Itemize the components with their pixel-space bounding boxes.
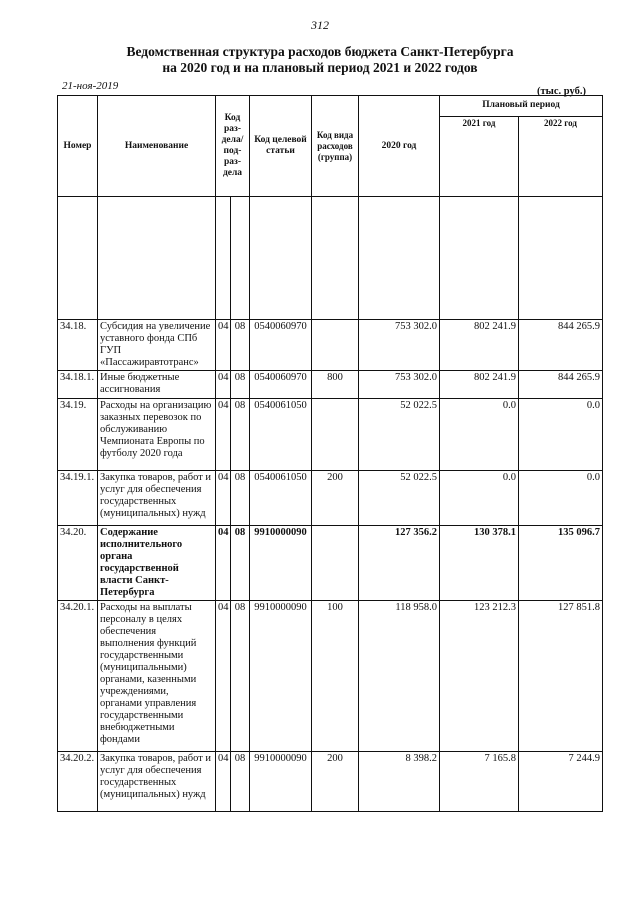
row-target-code: 9910000090	[250, 601, 312, 752]
row-number: 34.18.	[58, 320, 98, 371]
row-section-code: 04	[216, 371, 231, 399]
row-number: 34.20.2.	[58, 752, 98, 812]
document-title	[90, 44, 550, 76]
header-number: Номер	[58, 96, 98, 197]
row-value-2022: 844 265.9	[519, 371, 603, 399]
header-planned-period: Плановый период	[440, 96, 603, 117]
table-row	[58, 601, 603, 752]
header-expense-type: Код вида расходов (группа)	[312, 96, 359, 197]
row-number: 34.20.1.	[58, 601, 98, 752]
row-target-code: 0540061050	[250, 471, 312, 526]
row-number: 34.20.	[58, 526, 98, 601]
row-name: Иные бюджетные ассигнования	[98, 371, 216, 399]
row-target-code: 9910000090	[250, 526, 312, 601]
row-subsection-code: 08	[231, 526, 250, 601]
row-value-2021: 0.0	[440, 471, 519, 526]
row-value-2022: 844 265.9	[519, 320, 603, 371]
row-section-code: 04	[216, 320, 231, 371]
row-section-code: 04	[216, 526, 231, 601]
row-section-code: 04	[216, 752, 231, 812]
row-section-code: 04	[216, 399, 231, 471]
row-value-2022: 7 244.9	[519, 752, 603, 812]
row-target-code: 0540060970	[250, 320, 312, 371]
header-2022: 2022 год	[519, 116, 603, 196]
row-value-2021: 802 241.9	[440, 320, 519, 371]
row-value-2020: 753 302.0	[359, 371, 440, 399]
row-value-2022: 135 096.7	[519, 526, 603, 601]
row-value-2021: 130 378.1	[440, 526, 519, 601]
row-name: Расходы на выплаты персоналу в целях обеспечения выполнения функций государственными (муниципальными) органами, казенными учреждениями, органами управления государственными внебюджетными фондами	[98, 601, 216, 752]
row-subsection-code: 08	[231, 399, 250, 471]
row-expense-type-code	[312, 320, 359, 371]
row-expense-type-code: 100	[312, 601, 359, 752]
row-value-2021: 7 165.8	[440, 752, 519, 812]
row-number: 34.19.	[58, 399, 98, 471]
row-expense-type-code	[312, 399, 359, 471]
header-target: Код целевой статьи	[250, 96, 312, 197]
table-row	[58, 371, 603, 399]
row-value-2020: 52 022.5	[359, 471, 440, 526]
row-value-2020: 8 398.2	[359, 752, 440, 812]
title-line-1: Ведомственная структура расходов бюджета Санкт-Петербурга	[126, 44, 514, 59]
row-expense-type-code: 200	[312, 752, 359, 812]
row-value-2021: 123 212.3	[440, 601, 519, 752]
row-value-2022: 0.0	[519, 399, 603, 471]
row-target-code: 0540060970	[250, 371, 312, 399]
row-name: Содержание исполнительного органа государственной власти Санкт-Петербурга	[98, 526, 216, 601]
row-subsection-code: 08	[231, 471, 250, 526]
row-subsection-code: 08	[231, 601, 250, 752]
row-value-2021: 802 241.9	[440, 371, 519, 399]
row-expense-type-code: 200	[312, 471, 359, 526]
title-line-2: на 2020 год и на плановый период 2021 и 2022 годов	[162, 60, 478, 75]
row-name: Закупка товаров, работ и услуг для обеспечения государственных (муниципальных) нужд	[98, 471, 216, 526]
row-value-2022: 0.0	[519, 471, 603, 526]
row-expense-type-code	[312, 526, 359, 601]
row-name: Субсидия на увеличение уставного фонда СПб ГУП «Пассажиравтотранс»	[98, 320, 216, 371]
row-target-code: 9910000090	[250, 752, 312, 812]
budget-table	[57, 95, 603, 812]
table-row	[58, 752, 603, 812]
table-row	[58, 471, 603, 526]
units-label: (тыс. руб.)	[537, 86, 586, 97]
row-value-2020: 753 302.0	[359, 320, 440, 371]
row-section-code: 04	[216, 471, 231, 526]
row-value-2020: 118 958.0	[359, 601, 440, 752]
row-number: 34.19.1.	[58, 471, 98, 526]
row-expense-type-code: 800	[312, 371, 359, 399]
row-value-2022: 127 851.8	[519, 601, 603, 752]
row-name: Закупка товаров, работ и услуг для обеспечения государственных (муниципальных) нужд	[98, 752, 216, 812]
table-row	[58, 399, 603, 471]
row-subsection-code: 08	[231, 371, 250, 399]
header-name: Наименование	[98, 96, 216, 197]
row-value-2021: 0.0	[440, 399, 519, 471]
header-2021: 2021 год	[440, 116, 519, 196]
table-row	[58, 320, 603, 371]
row-value-2020: 52 022.5	[359, 399, 440, 471]
document-date: 21-ноя-2019	[62, 80, 119, 92]
table-row	[58, 526, 603, 601]
header-section: Код раз-дела/ под-раз-дела	[216, 96, 250, 197]
blank-row	[58, 197, 603, 320]
row-subsection-code: 08	[231, 320, 250, 371]
row-number: 34.18.1.	[58, 371, 98, 399]
page-number: 312	[311, 18, 329, 32]
row-section-code: 04	[216, 601, 231, 752]
row-subsection-code: 08	[231, 752, 250, 812]
row-target-code: 0540061050	[250, 399, 312, 471]
header-2020: 2020 год	[359, 96, 440, 197]
row-value-2020: 127 356.2	[359, 526, 440, 601]
row-name: Расходы на организацию заказных перевозок по обслуживанию Чемпионата Европы по футболу 2020 года	[98, 399, 216, 471]
